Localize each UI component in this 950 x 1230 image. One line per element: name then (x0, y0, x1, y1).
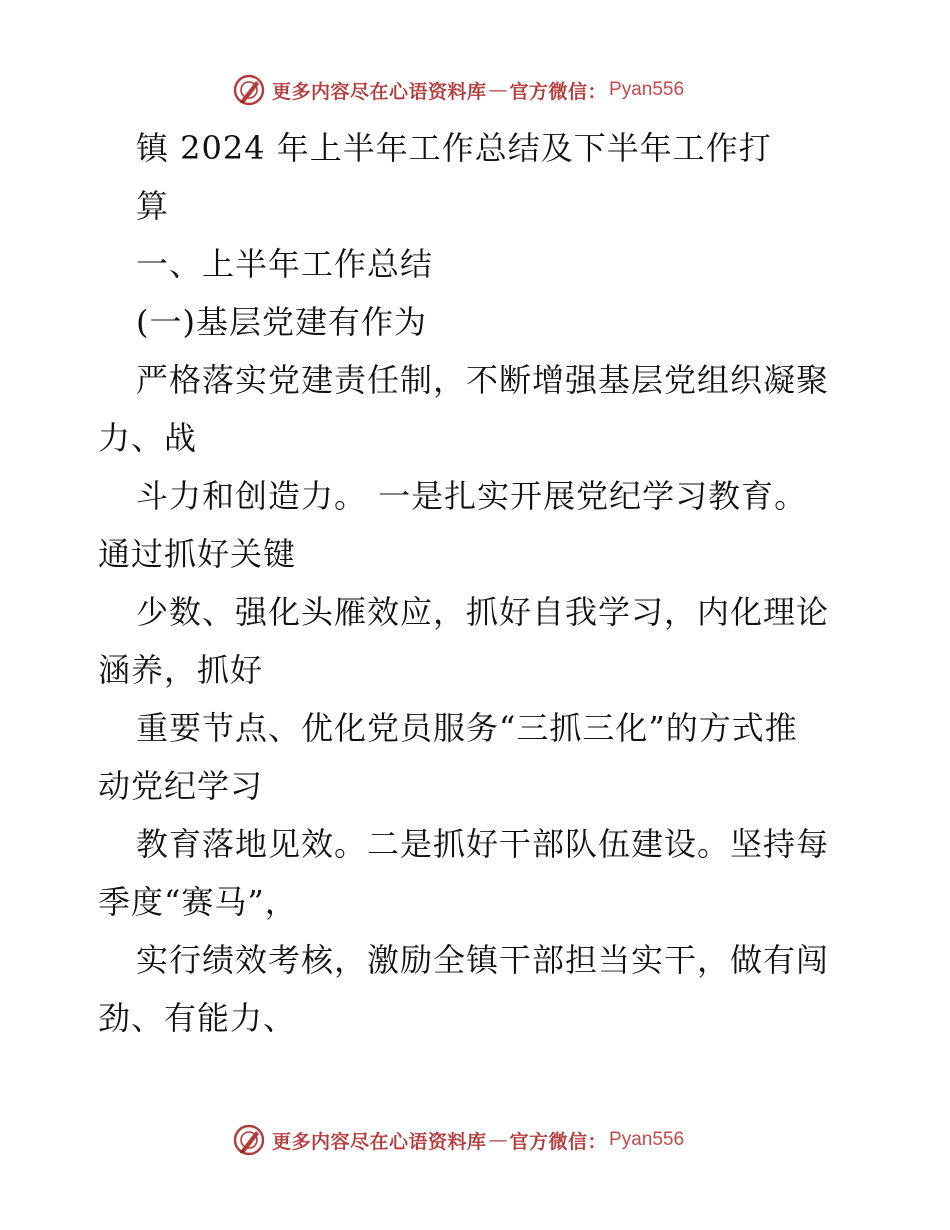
banner-wechat-id: Pyan556 (609, 1129, 685, 1150)
paragraph-line: 斗力和创造力。 一是扎实开展党纪学习教育。 (136, 477, 808, 515)
pen-logo-icon (232, 1123, 266, 1157)
paragraph-line: 力、战 (98, 419, 198, 457)
section-heading: 一、上半年工作总结 (136, 245, 434, 283)
paragraph-line: 严格落实党建责任制，不断增强基层党组织凝聚 (136, 361, 830, 399)
paragraph-line: 涵养，抓好 (98, 651, 264, 689)
doc-title-line1: 镇 2024 年上半年工作总结及下半年工作打 (136, 129, 772, 167)
banner-wechat-label: 官方微信： (509, 80, 608, 103)
pen-logo-icon (232, 73, 266, 107)
footer-watermark-banner (232, 1122, 684, 1158)
banner-separator: — (488, 1129, 508, 1151)
banner-separator: — (488, 79, 508, 101)
header-watermark-banner (232, 72, 684, 108)
doc-title-line2: 算 (136, 187, 170, 225)
subsection-heading: (一)基层党建有作为 (136, 303, 427, 341)
paragraph-line: 通过抓好关键 (98, 535, 297, 573)
banner-slogan: 更多内容尽在心语资料库 (272, 1130, 487, 1153)
paragraph-line: 季度“赛马”， (98, 883, 298, 921)
paragraph-line: 劲、有能力、 (98, 999, 297, 1037)
banner-wechat-id: Pyan556 (609, 79, 685, 100)
paragraph-line: 少数、强化头雁效应，抓好自我学习，内化理论 (136, 593, 830, 631)
paragraph-line: 重要节点、优化党员服务“三抓三化”的方式推 (136, 709, 798, 747)
banner-slogan: 更多内容尽在心语资料库 (272, 80, 487, 103)
paragraph-line: 实行绩效考核，激励全镇干部担当实干，做有闯 (136, 941, 830, 979)
paragraph-line: 动党纪学习 (98, 767, 264, 805)
paragraph-line: 教育落地见效。二是抓好干部队伍建设。坚持每 (136, 825, 830, 863)
banner-wechat-label: 官方微信： (509, 1130, 608, 1153)
